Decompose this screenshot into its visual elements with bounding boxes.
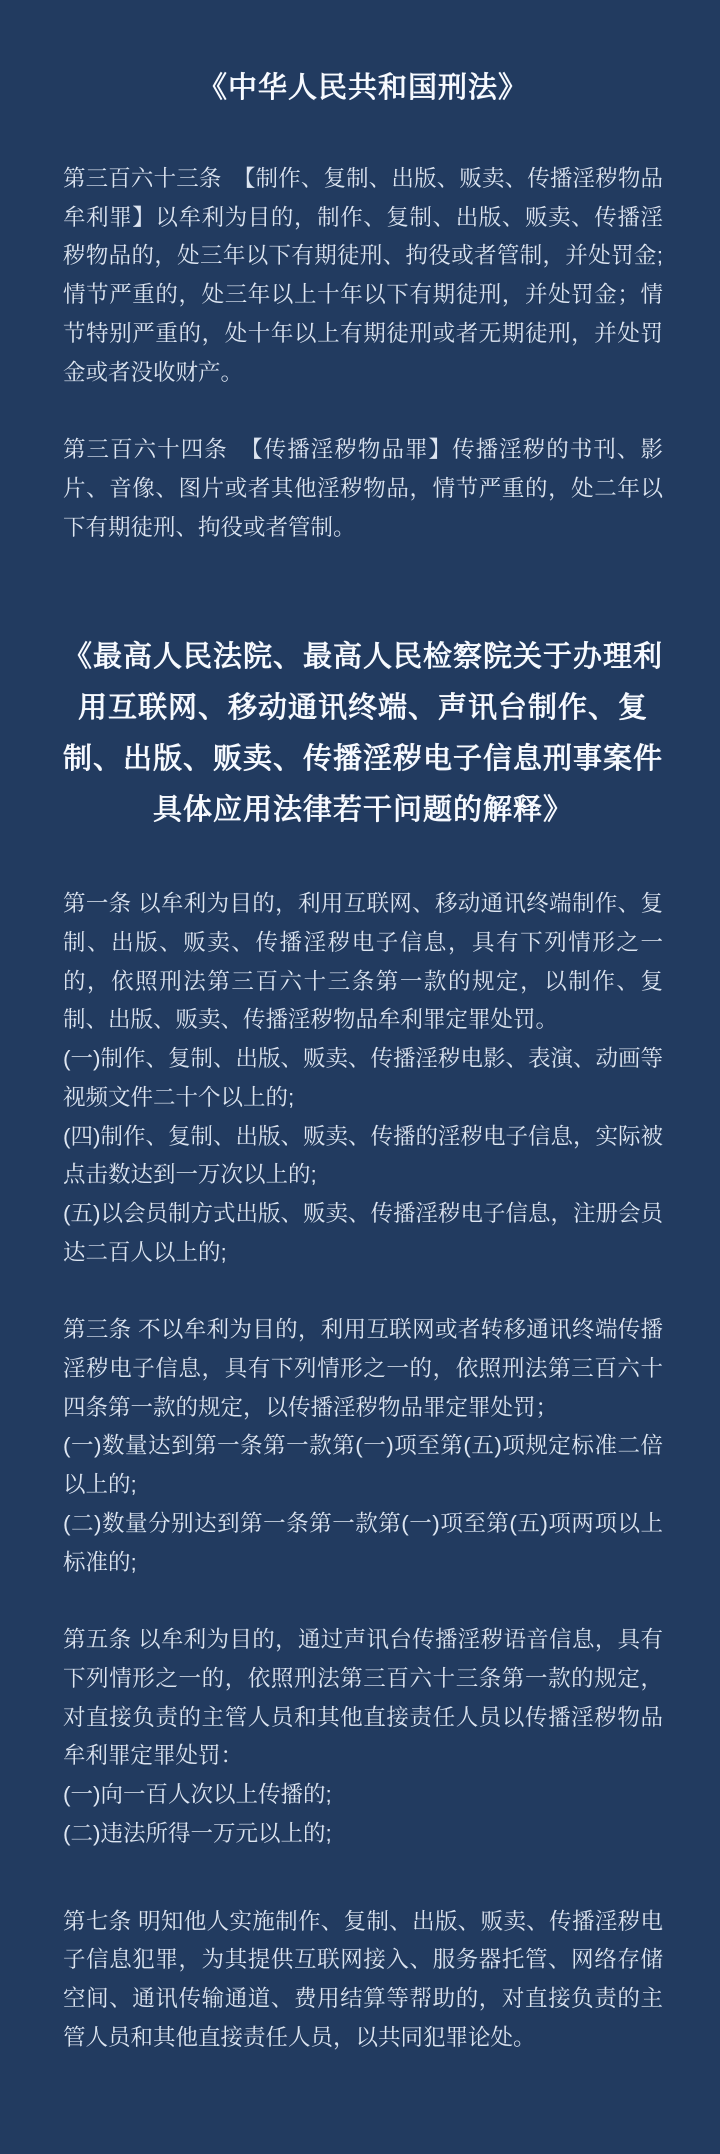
article-1-lead: 第一条 以牟利为目的，利用互联网、移动通讯终端制作、复制、出版、贩卖、传播淫秽电子信息，具有下列情形之一的，依照刑法第三百六十三条第一款的规定，以制作、复制、出版、贩卖、传播淫秽物品牟利罪定罪处罚。 — [63, 891, 663, 1033]
article-1-item-5: (五)以会员制方式出版、贩卖、传播淫秽电子信息，注册会员达二百人以上的; — [63, 1200, 663, 1265]
article-364-text: 第三百六十四条 【传播淫秽物品罪】传播淫秽的书刊、影片、音像、图片或者其他淫秽物品，情节严重的，处二年以下有期徒刑、拘役或者管制。 — [63, 437, 663, 540]
interpretation-article-7 — [63, 1903, 663, 2058]
article-3-item-2: (二)数量分别达到第一条第一款第(一)项至第(五)项两项以上标准的; — [63, 1510, 663, 1575]
criminal-law-title: 《中华人民共和国刑法》 — [197, 72, 528, 104]
article-5-lead: 第五条 以牟利为目的，通过声讯台传播淫秽语音信息，具有下列情形之一的，依照刑法第三百六十三条第一款的规定，对直接负责的主管人员和其他直接责任人员以传播淫秽物品牟利罪定罪处罚： — [63, 1627, 663, 1769]
interpretation-article-1 — [63, 885, 663, 1272]
article-363-text: 第三百六十三条 【制作、复制、出版、贩卖、传播淫秽物品牟利罪】以牟利为目的，制作、复制、出版、贩卖、传播淫秽物品的，处三年以下有期徒刑、拘役或者管制，并处罚金;情节严重的，处三年以上十年以下有期徒刑，并处罚金；情节特别严重的，处十年以上有期徒刑或者无期徒刑，并处罚金或者没收财产。 — [63, 166, 663, 385]
article-5-item-2: (二)违法所得一万元以上的; — [63, 1820, 332, 1846]
interpretation-title: 《最高人民法院、最高人民检察院关于办理利用互联网、移动通讯终端、声讯台制作、复制、出版、贩卖、传播淫秽电子信息刑事案件具体应用法律若干问题的解释》 — [63, 641, 664, 827]
article-1-item-1: (一)制作、复制、出版、贩卖、传播淫秽电影、表演、动画等视频文件二十个以上的; — [63, 1046, 663, 1110]
article-3-lead: 第三条 不以牟利为目的，利用互联网或者转移通讯终端传播淫秽电子信息，具有下列情形之一的，依照刑法第三百六十四条第一款的规定，以传播淫秽物品罪定罪处罚； — [63, 1317, 663, 1420]
article-3-item-1: (一)数量达到第一条第一款第(一)项至第(五)项规定标准二倍以上的; — [63, 1433, 663, 1498]
interpretation-article-3 — [63, 1311, 663, 1582]
article-1-item-4: (四)制作、复制、出版、贩卖、传播的淫秽电子信息，实际被点击数达到一万次以上的; — [63, 1123, 663, 1188]
article-5-item-1: (一)向一百人次以上传播的; — [63, 1782, 332, 1808]
interpretation-article-5 — [63, 1621, 663, 1853]
article-7-lead: 第七条 明知他人实施制作、复制、出版、贩卖、传播淫秽电子信息犯罪，为其提供互联网接入、服务器托管、网络存储空间、通讯传输通道、费用结算等帮助的，对直接负责的主管人员和其他直接责任人员，以共同犯罪论处。 — [63, 1908, 663, 2050]
